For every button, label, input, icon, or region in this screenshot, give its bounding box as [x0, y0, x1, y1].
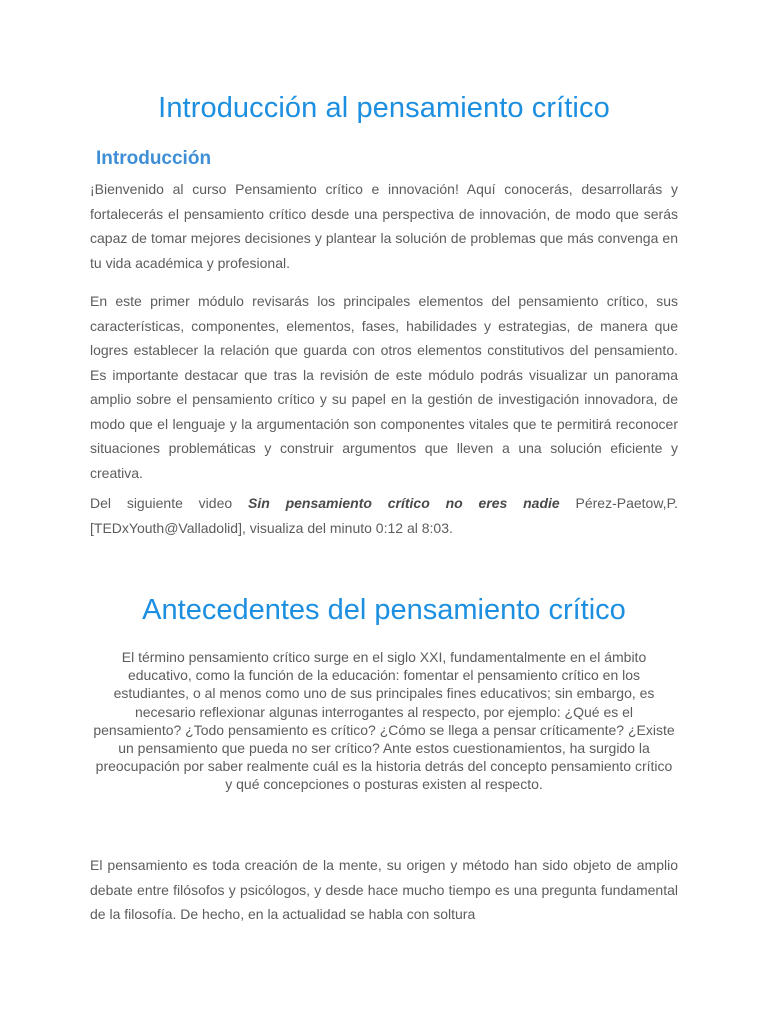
- video-suffix: Pérez-Paetow,P. [TEDxYouth@Valladolid], visualiza del minuto 0:12 al 8:03.: [90, 495, 678, 536]
- video-title: Sin pensamiento crítico no eres nadie: [247, 495, 560, 511]
- intro-paragraph: ¡Bienvenido al curso Pensamiento crítico e innovación! Aquí conocerás, desarrollarás y fortalecerás el pensamiento crítico desde una perspectiva de innovación, de modo que serás capaz de tomar mejores decisiones y plantear la solución de problemas que más convenga en tu vida académica y profesional.: [90, 181, 678, 271]
- section-subheading: Introducción: [96, 148, 212, 169]
- section-title: Antecedentes del pensamiento crítico: [142, 594, 626, 626]
- module-paragraph: En este primer módulo revisarás los principales elementos del pensamiento crítico, sus características, componentes, elementos, fases, habilidades y estrategias, de manera que logres establecer la relación que guarda con otros elementos constitutivos del pensamiento. Es importante destacar que tras la revisión de este módulo podrás visualizar un panorama amplio sobre el pensamiento crítico y su papel en la gestión de investigación innovadora, de modo que el lenguaje y la argumentación son componentes vitales que te permitirá reconocer situaciones problemáticas y construir argumentos que lleven a una solución eficiente y creativa.: [90, 293, 678, 481]
- video-paragraph: [90, 491, 678, 540]
- background-paragraph: El término pensamiento crítico surge en el siglo XXI, fundamentalmente en el ámbito educativo, como la función de la educación: fomentar el pensamiento crítico en los estudiantes, o al menos como uno de sus principales fines educativos; sin embargo, es necesario reflexionar algunas interrogantes al respecto, por ejemplo: ¿Qué es el pensamiento? ¿Todo pensamiento es crítico? ¿Cómo se llega a pensar críticamente? ¿Existe un pensamiento que pueda no ser crítico? Ante estos cuestionamientos, ha surgido la preocupación por saber realmente cuál es la historia detrás del concepto pensamiento crítico y qué concepciones o posturas existen al respecto.: [93, 649, 675, 793]
- thought-paragraph: El pensamiento es toda creación de la mente, su origen y método han sido objeto de amplio debate entre filósofos y psicólogos, y desde hace mucho tiempo es una pregunta fundamental de la filosofía. De hecho, en la actualidad se habla con soltura: [90, 857, 678, 922]
- page-title: Introducción al pensamiento crítico: [158, 92, 610, 124]
- video-prefix: Del siguiente video: [90, 495, 248, 511]
